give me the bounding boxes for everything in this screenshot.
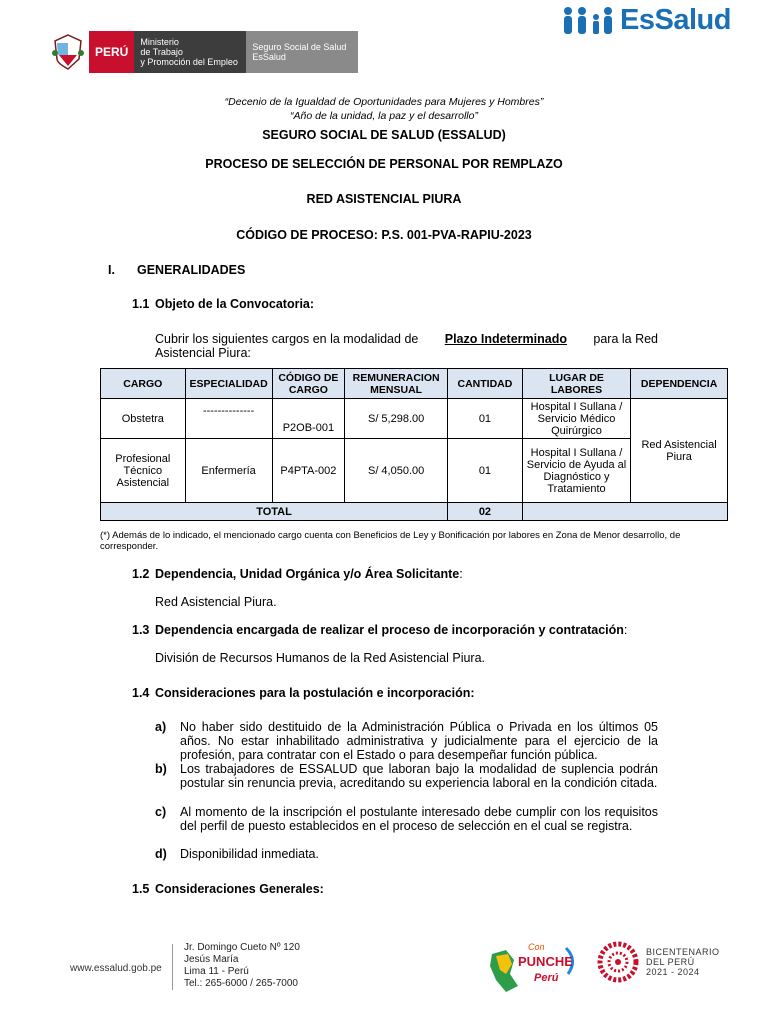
footer-divider <box>172 944 173 990</box>
table-cell: Hospital I Sullana / Servicio de Ayuda al Diagnóstico y Tratamiento <box>522 439 630 503</box>
table-row <box>101 399 728 439</box>
section-1-1-text: Cubrir los siguientes cargos en la modalidad de Plazo Indeterminado para la Red Asistencial Piura: <box>155 332 658 360</box>
table-cell: 01 <box>448 399 523 439</box>
seguro-social-label: Seguro Social de Salud EsSalud <box>246 31 358 73</box>
section-1-1-title: Objeto de la Convocatoria: <box>155 297 315 311</box>
table-cell: S/ 4,050.00 <box>345 439 448 503</box>
list-item: c) Al momento de la inscripción el postulante interesado debe cumplir con los requisitos del perfil de puesto establecidos en el proceso de selección en el cual se registra. <box>155 805 658 833</box>
doc-codigo: CÓDIGO DE PROCESO: P.S. 001-PVA-RAPIU-2023 <box>236 228 532 242</box>
table-cell: P2OB-001 <box>272 399 345 439</box>
peru-shield-icon <box>48 31 88 73</box>
section-1-1-number: 1.1 <box>132 297 150 311</box>
list-item: a) No haber sido destituido de la Administración Pública o Privada en los últimos 05 años. No estar inhabilitado administrativa y judicialmente para el ejercicio de la profesión, para contratar con el Estado o para desempeñar función pública. <box>155 720 658 762</box>
table-header: ESPECIALIDAD <box>185 369 272 399</box>
table-cell-dependencia: Red Asistencial Piura <box>631 399 728 503</box>
footer-address: Jr. Domingo Cueto Nº 120 Jesús María Lima 11 - Perú Tel.: 265-6000 / 265-7000 <box>184 942 300 989</box>
table-cell: -------------- <box>185 399 272 439</box>
plazo-indeterminado: Plazo Indeterminado <box>444 332 567 346</box>
bicentenario-logo <box>596 940 720 984</box>
section-1-5-number: 1.5 <box>132 882 150 896</box>
table-total-row <box>101 503 728 521</box>
table-cell: Profesional Técnico Asistencial <box>101 439 186 503</box>
table-cell: Enfermería <box>185 439 272 503</box>
section-1-4-number: 1.4 <box>132 686 150 700</box>
total-value: 02 <box>448 503 523 521</box>
section-1-4-title: Consideraciones para la postulación e incorporación: <box>155 686 475 700</box>
section-1-title: GENERALIDADES <box>137 263 246 277</box>
essalud-logo <box>560 4 731 37</box>
family-icon <box>560 6 616 36</box>
bicentenario-text: BICENTENARIO DEL PERÚ 2021 - 2024 <box>646 947 720 977</box>
table-cell-empty <box>522 503 727 521</box>
section-1-3-number: 1.3 <box>132 623 150 637</box>
doc-title: SEGURO SOCIAL DE SALUD (ESSALUD) <box>262 128 506 142</box>
table-header: REMUNERACION MENSUAL <box>345 369 448 399</box>
cargos-table <box>100 368 728 521</box>
table-header: CÓDIGO DE CARGO <box>272 369 345 399</box>
list-item: b) Los trabajadores de ESSALUD que laboran bajo la modalidad de suplencia podrán postular sin renuncia previa, acreditando su experiencia laboral en la condición citada. <box>155 762 658 790</box>
section-1-2-number: 1.2 <box>132 567 150 581</box>
total-label: TOTAL <box>101 503 448 521</box>
table-cell: Hospital I Sullana / Servicio Médico Quirúrgico <box>522 399 630 439</box>
doc-red: RED ASISTENCIAL PIURA <box>306 192 462 206</box>
table-cell: P4PTA-002 <box>272 439 345 503</box>
section-1-number: I. <box>108 263 115 277</box>
doc-subtitle: PROCESO DE SELECCIÓN DE PERSONAL POR REMPLAZO <box>205 157 563 171</box>
ministerio-label: Ministerio de Trabajo y Promoción del Empleo <box>134 31 246 73</box>
section-1-5-title: Consideraciones Generales: <box>155 882 324 896</box>
table-cell: 01 <box>448 439 523 503</box>
table-header: LUGAR DE LABORES <box>522 369 630 399</box>
bicentenario-icon <box>596 940 640 984</box>
table-header: CANTIDAD <box>448 369 523 399</box>
section-1-2-text: Red Asistencial Piura. <box>155 595 277 609</box>
table-cell: Obstetra <box>101 399 186 439</box>
gov-logo-bar <box>48 31 358 73</box>
footer-url[interactable]: www.essalud.gob.pe <box>70 963 162 974</box>
section-1-3-text: División de Recursos Humanos de la Red Asistencial Piura. <box>155 651 486 665</box>
table-cell: S/ 5,298.00 <box>345 399 448 439</box>
anio-line: “Año de la unidad, la paz y el desarrollo” <box>290 110 478 122</box>
table-header: CARGO <box>101 369 186 399</box>
section-1-2-title: Dependencia, Unidad Orgánica y/o Área Solicitante: <box>155 567 463 581</box>
section-1-3-title: Dependencia encargada de realizar el proceso de incorporación y contratación: <box>155 623 628 637</box>
con-punche-peru-logo: Con PUNCHE Perú <box>488 940 580 994</box>
essalud-logo-text: EsSalud <box>620 4 731 36</box>
table-note: (*) Además de lo indicado, el mencionado cargo cuenta con Beneficios de Ley y Bonificación por labores en Zona de Menor desarrollo, de corresponder. <box>100 530 681 552</box>
list-item: d) Disponibilidad inmediata. <box>155 847 319 861</box>
peru-label: PERÚ <box>88 31 134 73</box>
decenio-line: “Decenio de la Igualdad de Oportunidades para Mujeres y Hombres” <box>224 96 544 108</box>
table-header: DEPENDENCIA <box>631 369 728 399</box>
